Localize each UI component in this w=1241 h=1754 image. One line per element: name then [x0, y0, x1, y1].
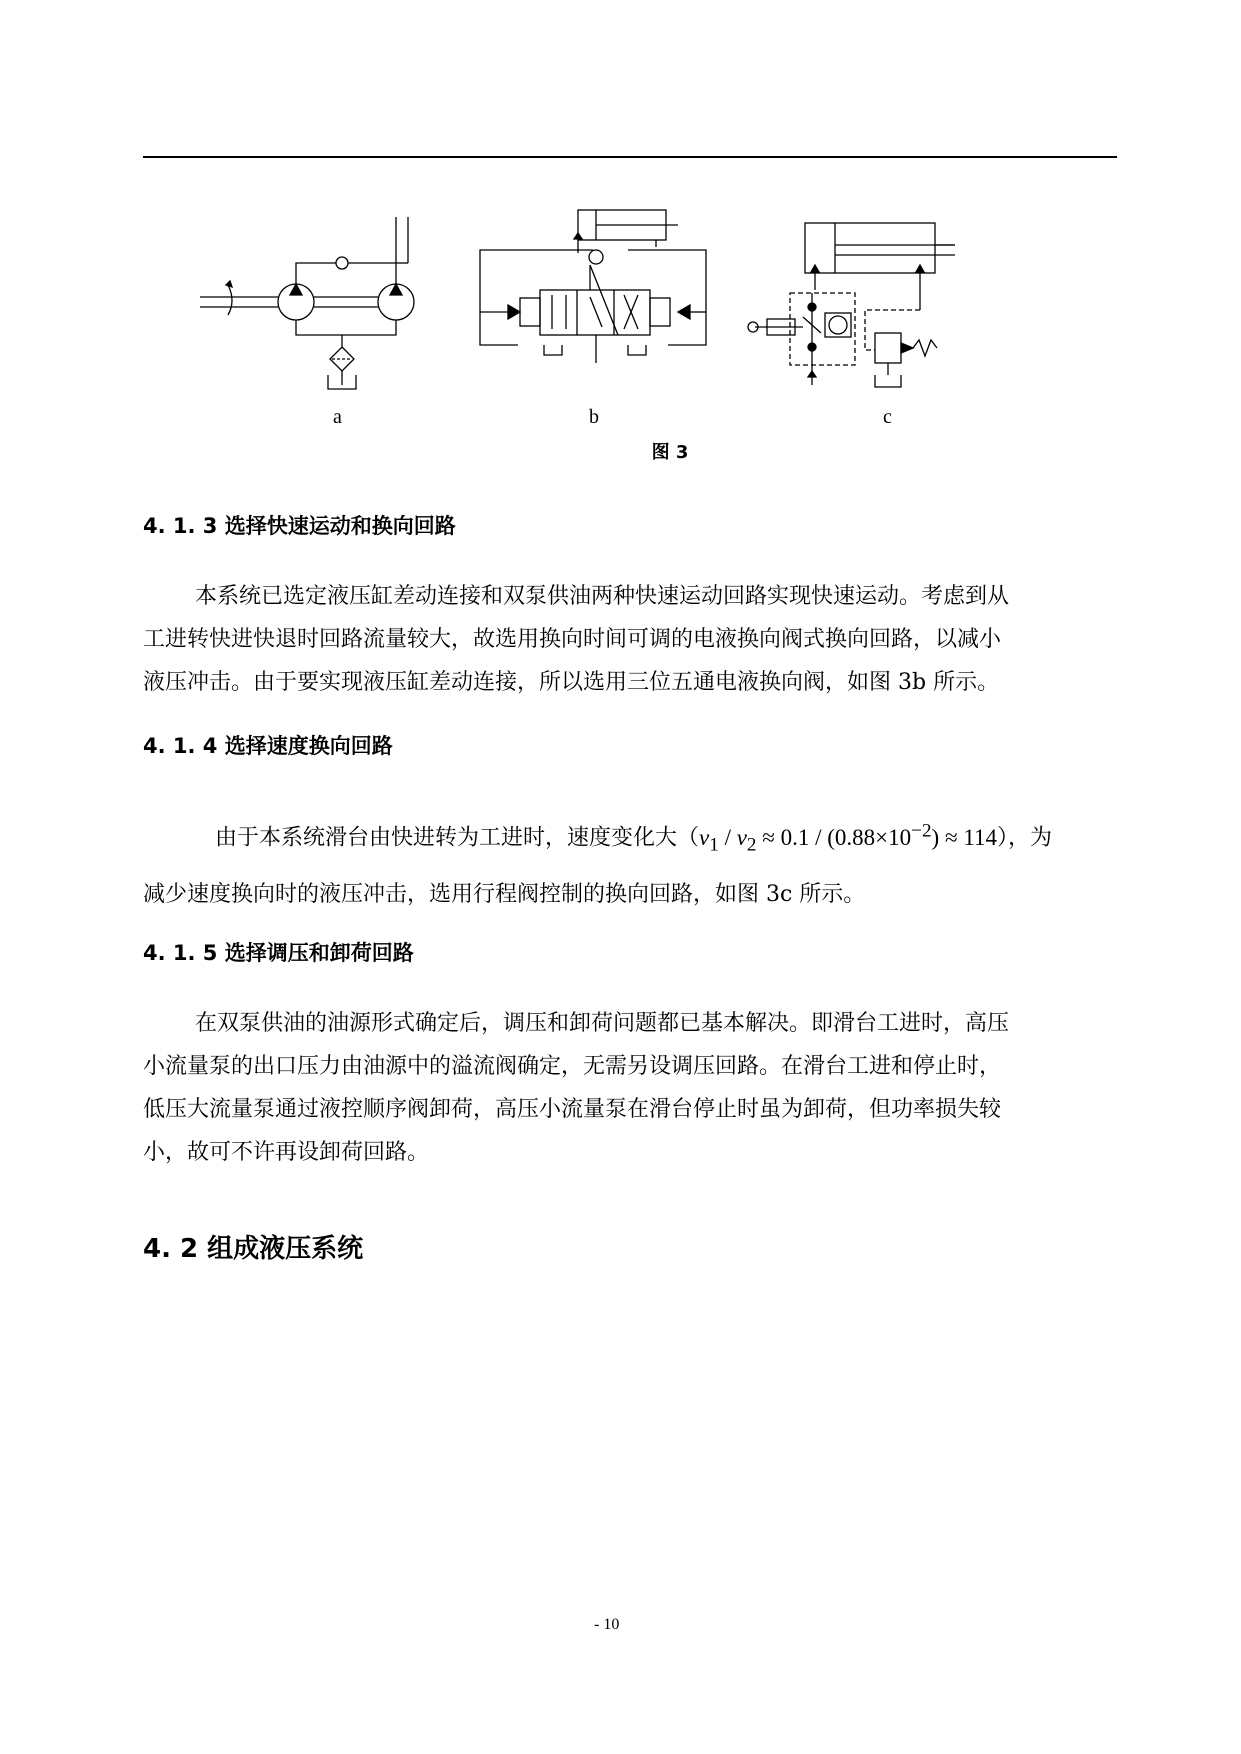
- text-segment: ），为: [996, 825, 1052, 851]
- formula-v1-sub: 1: [709, 834, 719, 856]
- formula-v2-sub: 2: [746, 834, 757, 856]
- figure-3b-diagram: [478, 205, 718, 375]
- text-line: 在双泵供油的油源形式确定后，调压和卸荷问题都已基本解决。即滑台工进时，高压: [195, 1011, 1010, 1036]
- text-line: 小流量泵的出口压力由油源中的溢流阀确定，无需另设调压回路。在滑台工进和停止时，: [143, 1054, 1002, 1079]
- heading-4-1-5: 4. 1. 5 选择调压和卸荷回路: [143, 941, 414, 965]
- paragraph-4-1-5: [143, 1002, 1123, 1174]
- figure-caption: 图 3: [651, 442, 689, 463]
- figure-3c-diagram: [745, 215, 995, 395]
- text-line: 本系统已选定液压缸差动连接和双泵供油两种快速运动回路实现快速运动。考虑到从: [195, 584, 1010, 609]
- heading-4-1-3: 4. 1. 3 选择快速运动和换向回路: [143, 514, 456, 538]
- header-rule: [143, 156, 1117, 158]
- formula-exponent: −2: [911, 820, 932, 841]
- text-line: 小，故可不许再设卸荷回路。: [143, 1140, 430, 1165]
- text-line: 低压大流量泵通过液控顺序阀卸荷，高压小流量泵在滑台停止时虽为卸荷，但功率损失较: [143, 1097, 1002, 1122]
- heading-4-2: 4. 2 组成液压系统: [143, 1234, 364, 1264]
- figure-label-c: c: [883, 406, 892, 428]
- text-line: 液压冲击。由于要实现液压缸差动连接，所以选用三位五通电液换向阀，如图 3b 所示。: [143, 670, 1000, 695]
- figure-3a-diagram: [200, 215, 420, 400]
- text-line: 工进转快进快退时回路流量较大，故选用换向时间可调的电液换向阀式换向回路，以减小: [143, 627, 1002, 652]
- page-number: - 10: [594, 1616, 620, 1633]
- text-segment: 由于本系统滑台由快进转为工进时，速度变化大（: [215, 825, 700, 851]
- formula-v2: v: [736, 824, 747, 850]
- paragraph-4-1-4: [143, 806, 1123, 920]
- paragraph-4-1-3: [143, 575, 1123, 704]
- formula-mid: ≈ 0.1 / (0.88×10: [756, 824, 912, 850]
- formula-v1: v: [699, 824, 710, 850]
- figure-label-a: a: [333, 406, 342, 428]
- formula-tail: ) ≈ 114: [931, 824, 997, 850]
- figure-label-b: b: [589, 406, 599, 428]
- formula-slash: /: [718, 824, 737, 850]
- text-line: 减少速度换向时的液压冲击，选用行程阀控制的换向回路，如图 3c 所示。: [143, 882, 866, 908]
- text-line-with-formula: [143, 806, 1123, 870]
- velocity-ratio-formula: [699, 820, 997, 856]
- heading-4-1-4: 4. 1. 4 选择速度换向回路: [143, 734, 393, 758]
